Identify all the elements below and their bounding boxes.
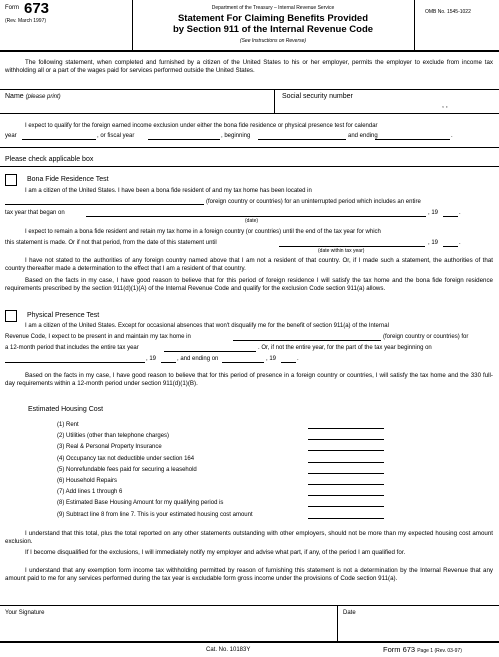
ending-date-input[interactable] bbox=[375, 139, 450, 140]
fiscal-year-input[interactable] bbox=[148, 139, 220, 140]
calendar-year-input[interactable] bbox=[22, 139, 96, 140]
form-number: 673 bbox=[24, 0, 50, 17]
year-prefix: , 19 bbox=[428, 240, 439, 246]
housing-amount-input[interactable] bbox=[308, 473, 384, 474]
year-prefix: , 19 bbox=[266, 356, 277, 362]
physical-country-input[interactable] bbox=[233, 340, 381, 341]
beginning-label: , beginning bbox=[221, 133, 251, 139]
check-heading: Please check applicable box bbox=[5, 156, 94, 163]
housing-item-label: (3) Real & Personal Property Insurance bbox=[57, 444, 162, 451]
understand-paragraph-1: I understand that this total, plus the total reported on any other statements outstanding with other employers, should not be more than my expected housing cost amount exclusion. bbox=[5, 530, 493, 545]
period-mark: . bbox=[459, 240, 461, 246]
title-line-2: by Section 911 of the Internal Revenue Code bbox=[172, 24, 374, 35]
instructions-note: (See Instructions on Reverse) bbox=[239, 38, 307, 44]
revision-date: (Rev. March 1997) bbox=[5, 18, 47, 24]
name-input[interactable] bbox=[5, 103, 267, 111]
physical-presence-checkbox[interactable] bbox=[5, 310, 17, 322]
date-label: Date bbox=[343, 610, 356, 616]
part-end-year-input[interactable] bbox=[281, 362, 296, 363]
housing-item-label: (5) Nonrefundable fees paid for securing a leasehold bbox=[57, 466, 197, 473]
housing-item-label: (9) Subtract line 8 from line 7. This is your estimated housing cost amount bbox=[57, 511, 253, 518]
part-begin-input[interactable] bbox=[5, 362, 145, 363]
form-footer-label: Form 673 Page 1 (Rev. 03-97) bbox=[383, 645, 462, 654]
housing-amount-input[interactable] bbox=[308, 428, 384, 429]
physical-line-1: I am a citizen of the United States. Except for occasional absences that won't disqualify me for the benefit of section 911(a) of the Internal bbox=[25, 323, 389, 329]
ssn-separators: , , bbox=[442, 102, 448, 109]
entire-tax-year-input[interactable] bbox=[164, 351, 256, 352]
housing-amount-input[interactable] bbox=[308, 506, 384, 507]
ssn-input[interactable] bbox=[282, 103, 492, 111]
remain-until-year-input[interactable] bbox=[443, 246, 458, 247]
leader-dots bbox=[57, 428, 307, 429]
tax-year-start-input[interactable] bbox=[86, 216, 426, 217]
housing-item-label: (2) Utilities (other than telephone charges) bbox=[57, 433, 170, 440]
housing-amount-input[interactable] bbox=[308, 484, 384, 485]
ending-label: and ending bbox=[348, 133, 378, 139]
ssn-label: Social security number bbox=[282, 93, 353, 100]
housing-amount-input[interactable] bbox=[308, 518, 384, 519]
housing-amount-input[interactable] bbox=[308, 450, 384, 451]
intro-paragraph: The following statement, when completed and furnished by a citizen of the United States to his or her employer, permits the employer to exclude from income tax withholding all or a part of the wages paid for services performed outside the United States. bbox=[5, 59, 493, 74]
remain-text-2: this statement is made. Or if not that period, from the date of this statement until bbox=[5, 240, 217, 246]
housing-title: Estimated Housing Cost bbox=[28, 406, 104, 413]
part-begin-year-input[interactable] bbox=[161, 362, 176, 363]
bona-fide-based-paragraph: Based on the facts in my case, I have good reason to believe that for this period of foreign residence I will satisfy the tax home and the bona fide foreign residence requirements prescribed by the section 911(d)(1)(A) of the Internal Revenue Code and qualify for the exclusion Code section 911(a) allows. bbox=[5, 277, 493, 292]
bona-fide-line-2: (foreign country or countries) for an uninterrupted period which includes an entire bbox=[206, 199, 421, 205]
title-line-1: Statement For Claiming Benefits Provided bbox=[177, 13, 369, 24]
year-prefix: , 19 bbox=[428, 210, 439, 216]
date-input[interactable] bbox=[343, 618, 493, 640]
within-caption: (date within tax year) bbox=[318, 248, 365, 254]
year-prefix: , 19 bbox=[146, 356, 157, 362]
name-label: Name (please print) bbox=[5, 93, 61, 100]
physical-line-2: Revenue Code, I expect to be present in and maintain my tax home in bbox=[5, 334, 191, 340]
housing-item-label: (1) Rent bbox=[57, 422, 79, 428]
understand-paragraph-3: I understand that any exemption form income tax withholding permitted by reason of furnishing this statement is not a determination by the Internal Revenue that any amount paid to me for any services performed during the tax year is excludable form gross income under the provisions of Code section 911(a). bbox=[5, 567, 493, 582]
remain-text: I expect to remain a bona fide resident and retain my tax home in a foreign country (or countries) until the end of the tax year for which bbox=[25, 229, 381, 235]
fiscal-year-label: , or fiscal year bbox=[97, 133, 135, 139]
bona-fide-title: Bona Fide Residence Test bbox=[27, 176, 109, 183]
omb-number: OMB No. 1545-1022 bbox=[425, 9, 471, 15]
housing-item-label: (4) Occupancy tax not deductible under section 164 bbox=[57, 455, 195, 462]
physical-presence-title: Physical Presence Test bbox=[27, 312, 100, 319]
housing-item-label: (7) Add lines 1 through 6 bbox=[57, 489, 123, 496]
department: Department of the Treasury – Internal Revenue Service bbox=[211, 5, 335, 11]
housing-amount-input[interactable] bbox=[308, 462, 384, 463]
signature-label: Your Signature bbox=[5, 610, 45, 616]
bona-fide-line-3: tax year that began on bbox=[5, 210, 65, 216]
date-caption: (date) bbox=[245, 218, 259, 224]
physical-line-2-end: (foreign country or countries) for bbox=[383, 334, 469, 340]
housing-item-label: (8) Estimated Base Housing Amount for my qualifying period is bbox=[57, 500, 224, 507]
form-word: Form bbox=[5, 5, 19, 11]
understand-paragraph-2: If I become disqualified for the exclusions, I will immediately notify my employer and advise what part, if any, of the period I am qualified for. bbox=[25, 549, 406, 556]
housing-amount-input[interactable] bbox=[308, 495, 384, 496]
part-end-input[interactable] bbox=[222, 362, 264, 363]
housing-amount-input[interactable] bbox=[308, 439, 384, 440]
bona-fide-line-1: I am a citizen of the United States. I have been a bona fide resident of and my tax home has been located in bbox=[25, 188, 312, 194]
period-mark: . bbox=[297, 356, 299, 362]
tax-year-start-year-input[interactable] bbox=[443, 216, 458, 217]
signature-input[interactable] bbox=[5, 618, 330, 640]
year-label: year bbox=[5, 133, 17, 139]
remain-until-input[interactable] bbox=[279, 246, 425, 247]
period-mark: . bbox=[459, 210, 461, 216]
beginning-date-input[interactable] bbox=[258, 139, 346, 140]
physical-line-3: a 12-month period that includes the entire tax year bbox=[5, 345, 139, 351]
catalog-number: Cat. No. 10183Y bbox=[206, 647, 251, 653]
ending-on-label: , and ending on bbox=[177, 356, 219, 362]
housing-item-label: (6) Household Repairs bbox=[57, 478, 118, 484]
bona-fide-country-input[interactable] bbox=[5, 204, 204, 205]
physical-line-3-end: . Or, if not the entire year, for the part of the tax year beginning on bbox=[258, 345, 432, 351]
bona-fide-checkbox[interactable] bbox=[5, 174, 17, 186]
not-stated-paragraph: I have not stated to the authorities of any foreign country named above that I am not a resident of that country. Or, if I made such a statement, the authorities of that country thereafter made a determination to the effect that I am a resident of that country. bbox=[5, 257, 493, 272]
period-mark: . bbox=[451, 133, 453, 139]
physical-based-paragraph: Based on the facts in my case, I have good reason to believe that for this period of presence in a foreign country or countries, I will satisfy the tax home and the 330 full-day requirements within a 12-month period under section 911(d)(1)(B). bbox=[5, 372, 493, 387]
expect-text: I expect to qualify for the foreign earned income exclusion under either the bona fide residence or physical presence test for calendar bbox=[25, 123, 378, 129]
